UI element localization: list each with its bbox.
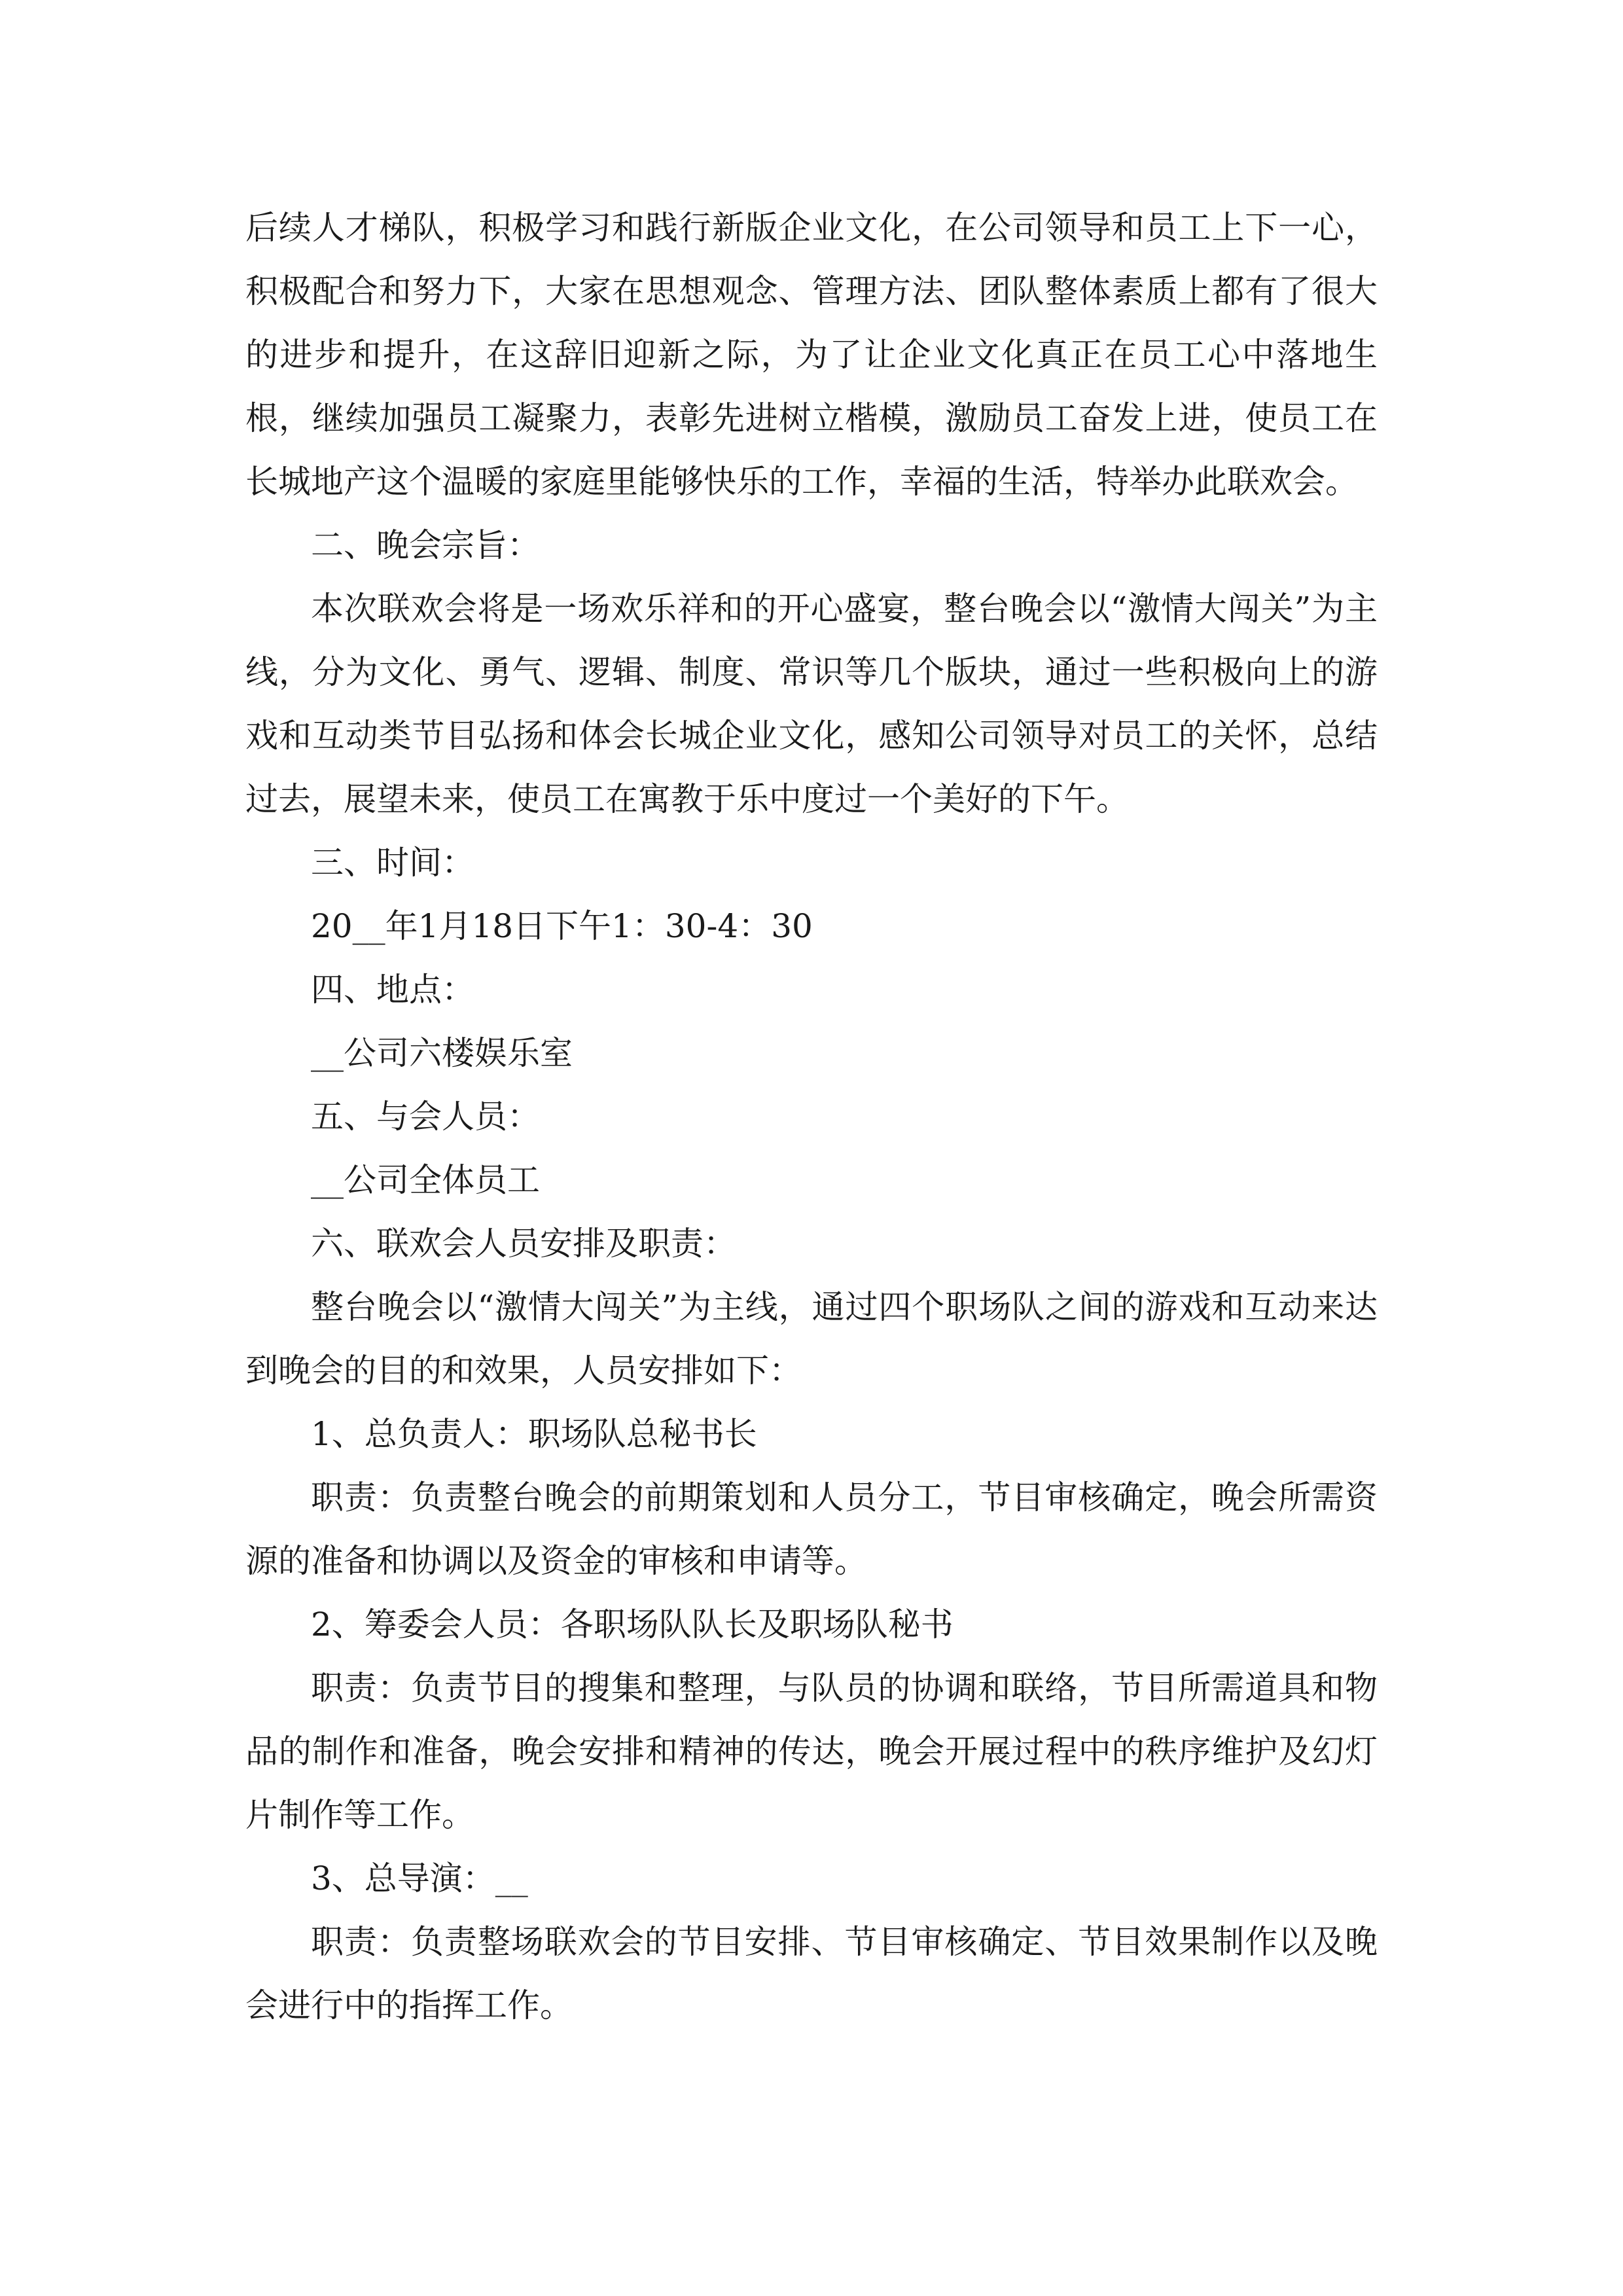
paragraph-staffing-intro: 整台晚会以“激情大闯关”为主线，通过四个职场队之间的游戏和互动来达到晚会的目的和效果，人员安排如下：	[245, 1288, 1378, 1390]
paragraph-party-purpose: 本次联欢会将是一场欢乐祥和的开心盛宴，整台晚会以“激情大闯关”为主线，分为文化、勇气、逻辑、制度、常识等几个版块，通过一些积极向上的游戏和互动类节目弘扬和体会长城企业文化，感知公司领导对员工的关怀，总结过去，展望未来，使员工在寓教于乐中度过一个美好的下午。	[245, 590, 1378, 818]
heading-location: 四、地点：	[311, 971, 474, 1009]
document-page	[245, 196, 1378, 2037]
heading-time: 三、时间：	[311, 844, 474, 882]
heading-staffing: 六、联欢会人员安排及职责：	[311, 1225, 736, 1263]
paragraph-attendees: __公司全体员工	[311, 1161, 540, 1199]
paragraph-general-manager-duties: 职责：负责整台晚会的前期策划和人员分工，节目审核确定，晚会所需资源的准备和协调以及资金的审核和申请等。	[245, 1479, 1378, 1580]
paragraph-director-duties: 职责：负责整场联欢会的节目安排、节目审核确定、节目效果制作以及晚会进行中的指挥工作。	[245, 1923, 1378, 2024]
paragraph-location: __公司六楼娱乐室	[311, 1034, 573, 1072]
paragraph-committee-duties: 职责：负责节目的搜集和整理，与队员的协调和联络，节目所需道具和物品的制作和准备，晚会安排和精神的传达，晚会开展过程中的秩序维护及幻灯片制作等工作。	[245, 1669, 1378, 1834]
heading-party-purpose: 二、晚会宗旨：	[311, 526, 540, 564]
paragraph-time: 20__年1月18日下午1：30-4：30	[311, 907, 813, 945]
item-director: 3、总导演：__	[311, 1859, 528, 1897]
item-general-manager: 1、总负责人：职场队总秘书长	[311, 1415, 757, 1453]
heading-attendees: 五、与会人员：	[311, 1098, 540, 1136]
paragraph-intro-continuation: 后续人才梯队，积极学习和践行新版企业文化，在公司领导和员工上下一心，积极配合和努力下，大家在思想观念、管理方法、团队整体素质上都有了很大的进步和提升，在这辞旧迎新之际，为了让企业文化真正在员工心中落地生根，继续加强员工凝聚力，表彰先进树立楷模，激励员工奋发上进，使员工在长城地产这个温暖的家庭里能够快乐的工作，幸福的生活，特举办此联欢会。	[245, 209, 1378, 501]
item-committee: 2、筹委会人员：各职场队队长及职场队秘书	[311, 1605, 954, 1643]
